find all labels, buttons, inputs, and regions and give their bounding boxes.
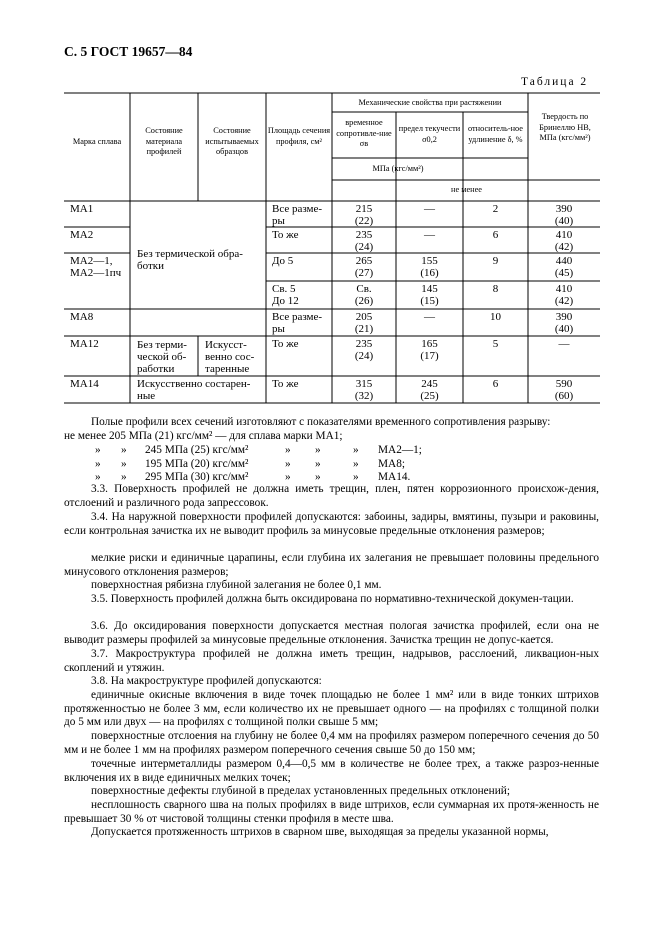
ditto-mark: » — [285, 444, 291, 456]
paragraph-hollow-profiles: Полые профили всех сечений изготовляют с показателями временного сопротивления разрыву: — [91, 416, 551, 428]
cell-elongation: 6 — [492, 229, 499, 241]
paragraph-3-8: 3.8. На макроструктуре профилей допускаются: — [91, 675, 322, 687]
ditto-value: 245 МПа (25) кгс/мм² — [145, 444, 249, 456]
cell-grade: МА12 — [70, 338, 99, 350]
ditto-value: 195 МПа (20) кгс/мм² — [145, 457, 249, 470]
ma12-sample-state: Искусст-венно сос-таренные — [205, 339, 255, 375]
cell-tensile: 235 (24) — [354, 229, 374, 253]
ditto-mark: » — [285, 471, 291, 483]
cell-hardness: 440 (45) — [554, 255, 574, 279]
cell-hardness: 410 (42) — [554, 229, 574, 253]
ditto-mark: » — [315, 444, 321, 456]
paragraph-3-4-b: мелкие риски и единичные царапины, если глубина их залегания не превышает половины предельного минусового отклонения размеров; — [64, 552, 599, 578]
header-hardness: Твердость по Бринеллю НВ, МПа (кгс/мм²) — [539, 112, 591, 142]
ditto-mark: » — [121, 444, 127, 456]
ditto-mark: » — [95, 444, 101, 456]
paragraph-3-7: 3.7. Макроструктура профилей не должна иметь трещин, надрывов, расслоений, ликвацион-ных скоплений и утяжин. — [64, 648, 599, 674]
ditto-mark: » — [95, 471, 101, 483]
cell-area: То же — [272, 378, 299, 390]
cell-yield: 245 (25) — [420, 378, 439, 402]
header-units: МПа (кгс/мм²) — [372, 164, 424, 173]
cell-grade: МА8 — [70, 311, 94, 323]
cell-elongation: 6 — [492, 378, 499, 390]
cell-yield: — — [424, 203, 435, 215]
cell-hardness: — — [558, 338, 570, 350]
cell-area: Все разме-ры — [272, 311, 323, 335]
cell-tensile: 235 (24) — [354, 338, 374, 362]
cell-elongation: 8 — [492, 283, 499, 295]
cell-yield: 145 (15) — [420, 283, 439, 307]
cell-hardness: 390 (40) — [554, 311, 574, 335]
cell-yield: — — [424, 229, 435, 241]
ditto-grade: МА14. — [378, 471, 411, 483]
ditto-grade: МА8; — [378, 457, 405, 470]
paragraph-3-5: 3.5. Поверхность профилей должна быть оксидирована по нормативно-технической докумен-тации. — [91, 593, 574, 605]
table-caption: Таблица 2 — [521, 76, 589, 88]
cell-elongation: 2 — [492, 203, 499, 215]
paragraph-3-4-c: поверхностная рябизна глубиной залегания не более 0,1 мм. — [91, 579, 382, 591]
cell-area: То же — [272, 338, 299, 350]
header-grade: Марка сплава — [72, 137, 122, 146]
cell-hardness: 390 (40) — [554, 203, 574, 227]
header-sample-state: Состояние испытываемых образцов — [205, 126, 259, 156]
cell-tensile: 265 (27) — [354, 255, 374, 279]
ditto-mark: » — [315, 471, 321, 483]
cell-grade: МА1 — [70, 203, 94, 215]
cell-area: То же — [272, 229, 299, 241]
ditto-grade: МА2—1; — [378, 444, 422, 456]
cell-elongation: 5 — [492, 338, 499, 350]
ditto-mark: » — [353, 457, 359, 470]
cell-area: Все разме-ры — [272, 203, 323, 227]
ditto-mark: » — [353, 471, 359, 483]
cell-elongation: 9 — [492, 255, 499, 267]
paragraph-3-8-e: несплошность сварного шва на полых профилях в виде штрихов, если суммарная их протя-женность не превышает 30 % от чистовой толщины стенки профиля в месте шва. — [64, 799, 599, 825]
ditto-mark: » — [121, 471, 127, 483]
paragraph-3-8-c: точечные интерметаллиды размером 0,4—0,5 мм в количестве не более трех, а также разроз-ненные включения их в виде единичных мелких точек; — [64, 758, 599, 784]
header-tensile: временное сопротивле-ние σв — [336, 118, 392, 148]
header-not-less: не менее — [451, 185, 482, 194]
header-elongation: относитель-ное удлинение δ, % — [468, 124, 523, 144]
page-header: С. 5 ГОСТ 19657—84 — [64, 44, 193, 59]
cell-grade: МА14 — [70, 378, 99, 390]
header-mech-group: Механические свойства при растяжении — [358, 98, 502, 107]
cell-grade: МА2—1, МА2—1пч — [70, 255, 122, 279]
paragraph-3-4: 3.4. На наружной поверхности профилей допускаются: забоины, задиры, вмятины, пузыри и раковины, если контрольная зачистка их не выводит профиль за минусовые предельные отклонения размеров; — [64, 511, 599, 537]
paragraph-3-8-a: единичные окисные включения в виде точек площадью не более 1 мм² или в виде тонких штрихов протяженностью не более 3 мм, если количество их не превышает одного — на профилях с толщиной полки до 5 мм или двух — на профилях с толщиной полки свыше 5 мм; — [64, 689, 599, 729]
ditto-mark: » — [95, 457, 101, 470]
ditto-mark: » — [353, 444, 359, 456]
cell-area: До 5 — [272, 255, 294, 267]
cell-tensile: 215 (22) — [354, 203, 374, 227]
paragraph-3-3: 3.3. Поверхность профилей не должна иметь трещин, плен, пятен коррозионного происхож-дения, отслоений и различного рода запрессовок. — [64, 483, 599, 509]
header-area: Площадь сечения профиля, см² — [267, 126, 331, 146]
cell-hardness: 410 (42) — [554, 283, 574, 307]
ditto-mark: » — [121, 457, 127, 470]
paragraph-3-8-f: Допускается протяженность штрихов в сварном шве, выходящая за пределы указанной нормы, — [91, 826, 549, 838]
header-material-state: Состояние материала профилей — [145, 126, 183, 156]
cell-yield: 155 (16) — [420, 255, 439, 279]
paragraph-hollow-profiles-cont: не менее 205 МПа (21) кгс/мм² — для сплава марки МА1; — [64, 430, 343, 442]
ditto-mark: » — [285, 457, 291, 470]
ditto-mark: » — [315, 457, 321, 470]
paragraph-3-8-d: поверхностные дефекты глубиной в пределах установленных предельных отклонений; — [91, 785, 510, 797]
cell-tensile: 315 (32) — [354, 378, 374, 402]
cell-grade: МА2 — [70, 229, 94, 241]
cell-yield: — — [424, 311, 435, 323]
cell-tensile: Св. (26) — [354, 283, 374, 307]
paragraph-3-8-b: поверхностные отслоения на глубину не более 0,4 мм на профилях размером поперечного сечения до 50 мм и не более 1 мм на профилях размером поперечного сечения свыше 50 до 150 мм; — [64, 730, 599, 756]
header-yield: предел текучести σ0,2 — [398, 124, 461, 144]
cell-area: Св. 5 До 12 — [272, 283, 299, 307]
ma14-material-state: Искусственно состарен-ные — [137, 378, 251, 402]
cell-tensile: 205 (21) — [354, 311, 374, 335]
cell-elongation: 10 — [490, 311, 501, 323]
material-state-merged: Без термической обра-ботки — [137, 248, 243, 272]
ma12-material-state: Без терми-ческой об-работки — [137, 339, 187, 375]
cell-yield: 165 (17) — [420, 338, 439, 362]
cell-hardness: 590 (60) — [554, 378, 574, 402]
ditto-value: 295 МПа (30) кгс/мм² — [145, 471, 249, 483]
paragraph-3-6: 3.6. До оксидирования поверхности допускается местная пологая зачистка профилей, если она не выводит размеры профилей за минусовые предельные отклонения. Зачистка трещин не допус-кается. — [64, 620, 599, 646]
